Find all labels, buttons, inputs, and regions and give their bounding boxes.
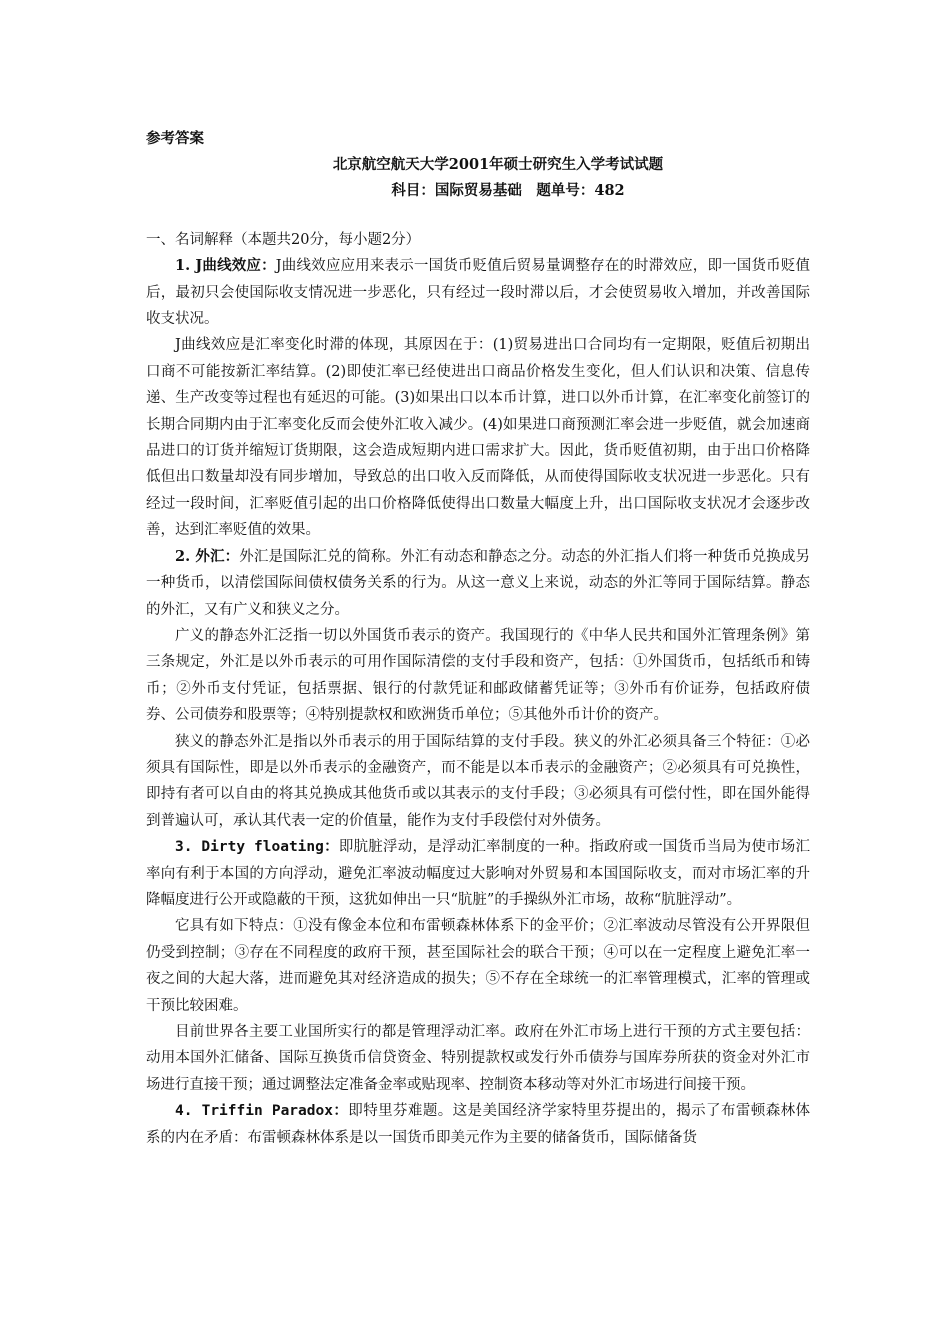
section-heading: 一、名词解释（本题共20分，每小题2分） xyxy=(146,231,421,248)
item-4-term: 4. Triffin Paradox： xyxy=(175,1103,349,1120)
item-2-paragraph xyxy=(146,544,810,623)
item-4-text: 即特里芬难题。这是美国经济学家特里芬提出的，揭示了布雷顿森林体系的内在矛盾：布雷顿森林体系是以一国货币即美元作为主要的储备货币，国际储备货 xyxy=(146,1103,811,1146)
item-2-paragraph-3: 狭义的静态外汇是指以外币表示的用于国际结算的支付手段。狭义的外汇必须具备三个特征：①必须具有国际性，即是以外币表示的金融资产，而不能是以本币表示的金融资产；②必须具有可兑换性，即持有者可以自由的将其兑换成其他货币或以其表示的支付手段；③必须具有可偿付性，即在国外能得到普遍认可，承认其代表一定的价值量，能作为支付手段偿付对外债务。 xyxy=(146,733,810,829)
exam-subtitle: 科目：国际贸易基础 题单号：482 xyxy=(391,182,625,200)
item-2-text: 外汇是国际汇兑的简称。外汇有动态和静态之分。动态的外汇指人们将一种货币兑换成另一种货币，以清偿国际间债权债务关系的行为。从这一意义上来说，动态的外汇等同于国际结算。静态的外汇，又有广义和狭义之分。 xyxy=(146,548,811,618)
item-3-term: 3. Dirty floating： xyxy=(175,839,339,856)
item-4-paragraph xyxy=(146,1098,810,1151)
exam-title: 北京航空航天大学2001年硕士研究生入学考试试题 xyxy=(332,156,664,173)
item-1-paragraph-2: J曲线效应是汇率变化时滞的体现，其原因在于：(1)贸易进出口合同均有一定期限，贬值后初期出口商不可能按新汇率结算。(2)即使汇率已经使进出口商品价格发生变化，但人们认识和决策、信息传递、生产改变等过程也有延迟的可能。(3)如果出口以本币计算，进口以外币计算，在汇率变化前签订的长期合同期内由于汇率变化反而会使外汇收入减少。(4)如果进口商预测汇率会进一步贬值，就会加速商品进口的订货并缩短订货期限，这会造成短期内进口需求扩大。因此，货币贬值初期，由于出口价格降低但出口数量却没有同步增加，导致总的出口收入反而降低，从而使得国际收支状况进一步恶化。只有经过一段时间，汇率贬值引起的出口价格降低使得出口数量大幅度上升，出口国际收支状况才会逐步改善，达到汇率贬值的效果。 xyxy=(146,337,810,539)
item-1-term: 1. J曲线效应： xyxy=(175,257,276,275)
document-page xyxy=(146,126,810,1151)
item-1-paragraph xyxy=(146,253,810,332)
item-2-paragraph-2: 广义的静态外汇泛指一切以外国货币表示的资产。我国现行的《中华人民共和国外汇管理条例》第三条规定，外汇是以外币表示的可用作国际清偿的支付手段和资产，包括：①外国货币，包括纸币和铸币；②外币支付凭证，包括票据、银行的付款凭证和邮政储蓄凭证等；③外币有价证券，包括政府债券、公司债券和股票等；④特别提款权和欧洲货币单位；⑤其他外币计价的资产。 xyxy=(146,627,810,724)
item-3-paragraph-3: 目前世界各主要工业国所实行的都是管理浮动汇率。政府在外汇市场上进行干预的方式主要包括：动用本国外汇储备、国际互换货币信贷资金、特别提款权或发行外币债券与国库券所获的资金对外汇市场进行直接干预；通过调整法定准备金率或贴现率、控制资本移动等对外汇市场进行间接干预。 xyxy=(146,1024,810,1093)
reference-answer-label: 参考答案 xyxy=(146,130,204,147)
item-2-term: 2. 外汇： xyxy=(175,547,240,565)
item-3-text: 即肮脏浮动，是浮动汇率制度的一种。指政府或一国货币当局为使市场汇率向有利于本国的方向浮动，避免汇率波动幅度过大影响对外贸易和本国国际收支，而对市场汇率的升降幅度进行公开或隐蔽的干预，这犹如伸出一只“肮脏”的手操纵外汇市场，故称“肮脏浮动”。 xyxy=(146,839,811,908)
item-1-text: J曲线效应应用来表示一国货币贬值后贸易量调整存在的时滞效应，即一国货币贬值后，最初只会使国际收支情况进一步恶化，只有经过一段时滞以后，才会使贸易收入增加，并改善国际收支状况。 xyxy=(146,258,811,328)
item-3-paragraph-2: 它具有如下特点：①没有像金本位和布雷顿森林体系下的金平价；②汇率波动尽管没有公开界限但仍受到控制；③存在不同程度的政府干预，甚至国际社会的联合干预；④可以在一定程度上避免汇率一夜之间的大起大落，进而避免其对经济造成的损失；⑤不存在全球统一的汇率管理模式，汇率的管理或干预比较困难。 xyxy=(146,918,810,1014)
spacer xyxy=(146,205,810,227)
item-3-paragraph xyxy=(146,834,810,913)
